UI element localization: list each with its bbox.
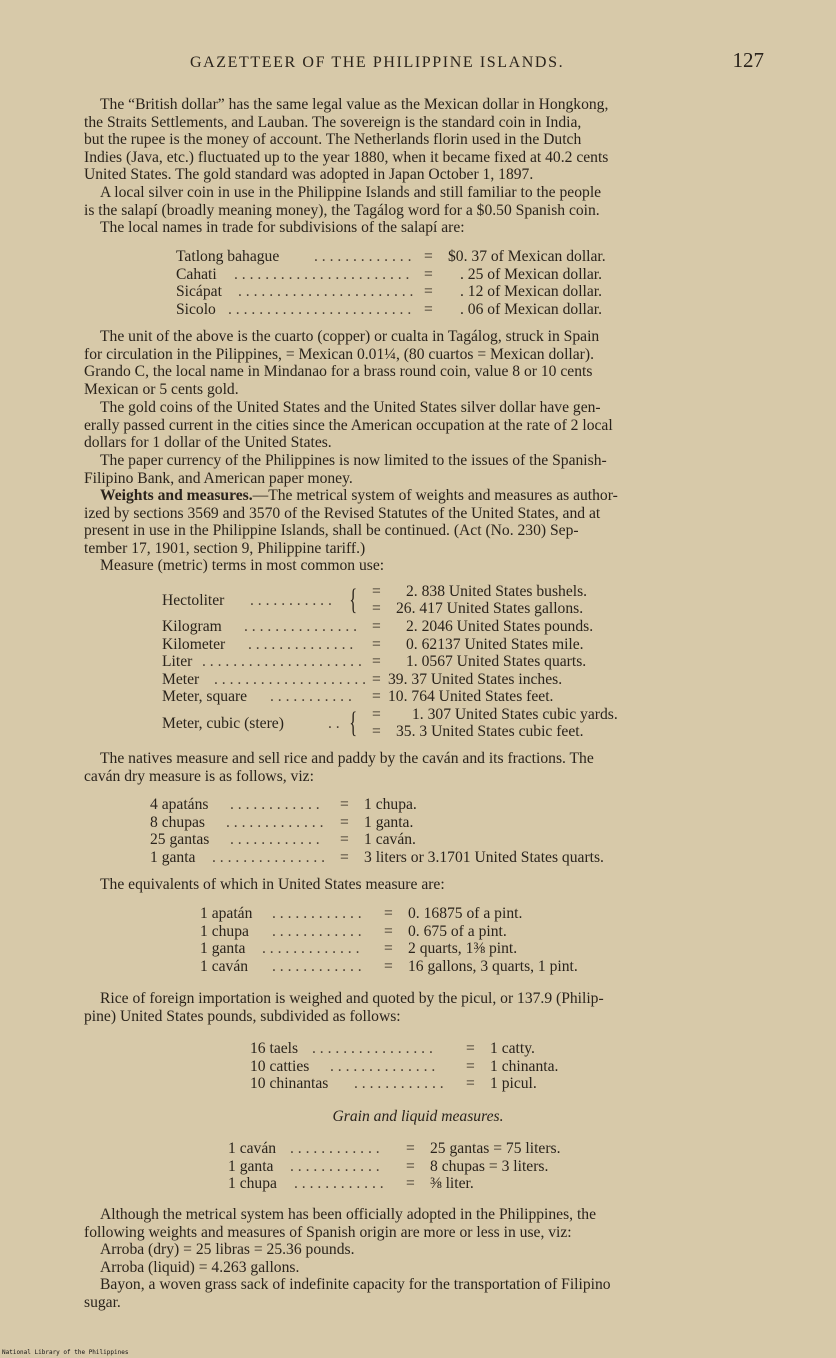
leader-dots: . . . . . . . . . . . . <box>272 922 362 940</box>
unit-name: Kilogram <box>162 618 222 635</box>
grain-liquid-table <box>228 1140 648 1193</box>
measure-value: 1 chupa. <box>364 796 417 813</box>
unit-value: 1. 307 United States cubic yards. <box>412 705 618 723</box>
paragraph-british-dollar <box>84 96 764 184</box>
leader-dots: . . . . . . . . . . . . . <box>314 248 412 265</box>
leader-dots: . . . . . . . . . . . . . . . . . . . . <box>214 670 367 688</box>
text-line: The paper currency of the Philippines is now limited to the issues of the Spanish- <box>100 452 607 469</box>
table-row <box>162 618 682 636</box>
paragraph-picul <box>84 990 764 1025</box>
measure-value: 1 ganta. <box>364 813 414 831</box>
leader-dots: . . . . . . . . . . . . . . . . . . . . . . . . <box>228 300 412 318</box>
table-row <box>162 653 682 671</box>
unit-value: 0. 62137 United States mile. <box>406 635 584 653</box>
leader-dots: . . . . . . . . . . . <box>250 592 332 609</box>
leader-dots: . . . . . . . . . . . . . . . <box>212 848 326 866</box>
text-line: A local silver coin in use in the Philippine Islands and still familiar to the people <box>100 184 602 201</box>
measure-value: 0. 675 of a pint. <box>408 922 507 940</box>
text-line: pine) United States pounds, subdivided as follows: <box>84 1007 401 1025</box>
table-row <box>200 905 660 923</box>
table-row <box>162 688 682 706</box>
leader-dots: . . . . . . . . . . . <box>270 688 352 706</box>
section-heading: Weights and measures. <box>100 487 253 504</box>
paragraph-paper-currency <box>84 452 764 487</box>
salapi-table <box>176 248 676 318</box>
leader-dots: . . . . . . . . . . . . <box>272 905 362 922</box>
text-line: Arroba (liquid) = 4.263 gallons. <box>100 1258 300 1276</box>
text-line: Mexican or 5 cents gold. <box>84 380 239 398</box>
library-credit: National Library of the Philippines <box>2 1349 129 1356</box>
leader-dots: . . . . . . . . . . . . <box>290 1140 380 1157</box>
equals-sign: = <box>372 722 381 740</box>
measure-name: 1 caván <box>228 1140 277 1157</box>
section-caption: Grain and liquid measures. <box>332 1108 504 1125</box>
leader-dots: . . . . . . . . . . . . . . . <box>244 618 358 635</box>
text-line: the Straits Settlements, and Lauban. The sovereign is the standard coin in India, <box>84 113 582 131</box>
text-line: Although the metrical system has been officially adopted in the Philippines, the <box>100 1206 597 1223</box>
equals-sign: = <box>372 635 381 653</box>
unit-value: 35. 3 United States cubic feet. <box>396 722 584 740</box>
table-row <box>250 1058 610 1076</box>
measure-name: 1 chupa <box>200 922 249 940</box>
table-row <box>250 1040 610 1058</box>
table-row <box>150 831 690 849</box>
measure-name: 1 apatán <box>200 905 253 922</box>
equals-sign: = <box>340 848 349 866</box>
text-line: Grando C, the local name in Mindanao for a brass round coin, value 8 or 10 cents <box>84 363 593 381</box>
equals-sign: = <box>340 796 349 813</box>
measure-value: 25 gantas = 75 liters. <box>430 1140 561 1157</box>
paragraph-spanish-measures <box>84 1206 764 1312</box>
text-line: The “British dollar” has the same legal value as the Mexican dollar in Hongkong, <box>100 96 609 113</box>
table-row <box>162 671 682 689</box>
table-row <box>176 248 676 266</box>
text-line: caván dry measure is as follows, viz: <box>84 767 314 785</box>
unit-name: Meter, square <box>162 688 248 706</box>
leader-dots: . . . . . . . . . . . . . . . . . . . . . . . <box>234 265 410 283</box>
table-row <box>150 849 690 867</box>
equals-sign: = <box>372 705 381 723</box>
measure-value: 1 chinanta. <box>490 1057 559 1075</box>
measure-value: 3 liters or 3.1701 United States quarts. <box>364 848 604 866</box>
measure-value: 2 quarts, 1⅜ pint. <box>408 940 518 958</box>
text-line: Bayon, a woven grass sack of indefinite capacity for the transportation of Filipino <box>100 1276 611 1294</box>
coin-value: . 12 of Mexican dollar. <box>460 283 603 301</box>
equals-sign: = <box>372 653 381 671</box>
text-line: dollars for 1 dollar of the United States. <box>84 434 332 452</box>
measure-name: 10 catties <box>250 1057 310 1075</box>
running-title: GAZETTEER OF THE PHILIPPINE ISLANDS. <box>190 54 565 71</box>
table-row <box>228 1140 648 1158</box>
table-row <box>228 1158 648 1176</box>
unit-value: 2. 838 United States bushels. <box>406 583 588 600</box>
table-row <box>176 301 676 319</box>
leader-dots: . . . . . . . . . . . . <box>272 957 362 975</box>
equals-sign: = <box>406 1140 415 1157</box>
picul-table <box>250 1040 610 1093</box>
brace-icon: { <box>349 705 358 739</box>
text-line: Rice of foreign importation is weighed and quoted by the picul, or 137.9 (Philip- <box>100 990 604 1007</box>
unit-value: 1. 0567 United States quarts. <box>406 653 587 671</box>
table-row-hectoliter <box>162 583 682 618</box>
measure-name: 4 apatáns <box>150 796 209 813</box>
equals-sign: = <box>384 940 393 958</box>
measure-name: 1 chupa <box>228 1175 277 1193</box>
coin-value: . 25 of Mexican dollar. <box>460 265 603 283</box>
text-line: but the rupee is the money of account. The Netherlands florin used in the Dutch <box>84 131 582 149</box>
coin-value: . 06 of Mexican dollar. <box>460 300 603 318</box>
leader-dots: . . . . . . . . . . . . <box>290 1157 380 1175</box>
text-line: following weights and measures of Spanish origin are more or less in use, viz: <box>84 1223 572 1241</box>
leader-dots: . . . . . . . . . . . . . <box>262 940 360 958</box>
measure-value: 1 caván. <box>364 831 416 849</box>
paragraph-gold-coins <box>84 399 764 452</box>
measure-value: 1 catty. <box>490 1040 535 1057</box>
paragraph-equivalents <box>84 876 764 894</box>
text-line: The local names in trade for subdivisions of the salapí are: <box>100 219 465 237</box>
coin-name: Sicolo <box>176 300 216 318</box>
table-row <box>150 814 690 832</box>
text-line: erally passed current in the cities since the American occupation at the rate of 2 local <box>84 416 613 434</box>
measure-value: ⅜ liter. <box>430 1175 474 1193</box>
unit-value: 26. 417 United States gallons. <box>396 600 584 617</box>
measure-value: 8 chupas = 3 liters. <box>430 1157 549 1175</box>
text-line: The unit of the above is the cuarto (copper) or cualta in Tagálog, struck in Spain <box>100 328 600 345</box>
coin-name: Sicápat <box>176 283 222 301</box>
table-row <box>228 1175 648 1193</box>
text-line: United States. The gold standard was adopted in Japan October 1, 1897. <box>84 166 534 184</box>
paragraph-cavan <box>84 750 764 785</box>
text-line: is the salapí (broadly meaning money), the Tagálog word for a $0.50 Spanish coin. <box>84 201 600 219</box>
equals-sign: = <box>384 957 393 975</box>
paragraph-weights-measures <box>84 487 764 575</box>
page-header <box>84 48 764 76</box>
text-line: present in use in the Philippine Islands, shall be continued. (Act (No. 230) Sep- <box>84 522 579 540</box>
equivalents-table <box>200 905 660 975</box>
table-row <box>150 796 690 814</box>
text-line: Arroba (dry) = 25 libras = 25.36 pounds. <box>100 1241 355 1259</box>
equals-sign: = <box>406 1157 415 1175</box>
text-line: Filipino Bank, and American paper money. <box>84 469 353 487</box>
equals-sign: = <box>424 300 433 318</box>
text-line: The natives measure and sell rice and paddy by the caván and its fractions. The <box>100 750 594 767</box>
unit-name: Kilometer <box>162 635 226 653</box>
unit-value: 10. 764 United States feet. <box>388 688 554 706</box>
measure-value: 1 picul. <box>490 1075 537 1093</box>
measure-name: 1 ganta <box>200 940 246 958</box>
leader-dots: . . . . . . . . . . . . <box>354 1075 444 1093</box>
table-row <box>200 923 660 941</box>
table-row-cubic <box>162 706 682 741</box>
equals-sign: = <box>424 248 433 265</box>
leader-dots: . . . . . . . . . . . . <box>294 1175 384 1193</box>
unit-value: 39. 37 United States inches. <box>388 670 563 688</box>
leader-dots: . . . . . . . . . . . . . <box>226 813 324 831</box>
equals-sign: = <box>372 670 381 688</box>
measure-name: 1 ganta <box>150 848 196 866</box>
leader-dots: . . <box>328 714 340 732</box>
measure-name: 1 ganta <box>228 1157 274 1175</box>
page-number: 127 <box>732 48 764 72</box>
coin-value: $0. 37 of Mexican dollar. <box>448 248 606 265</box>
unit-name: Meter, cubic (stere) <box>162 714 284 732</box>
equals-sign: = <box>466 1057 475 1075</box>
unit-name: Hectoliter <box>162 592 225 609</box>
text-line: ized by sections 3569 and 3570 of the Revised Statutes of the United States, and at <box>84 504 601 522</box>
text-fragment: —The metrical system of weights and measures as author- <box>252 487 618 504</box>
leader-dots: . . . . . . . . . . . . . . <box>248 635 354 653</box>
table-row <box>200 958 660 976</box>
leader-dots: . . . . . . . . . . . . . . . . <box>312 1040 433 1057</box>
equals-sign: = <box>384 922 393 940</box>
coin-name: Cahati <box>176 265 217 283</box>
equals-sign: = <box>340 831 349 849</box>
unit-name: Meter <box>162 670 200 688</box>
table-row <box>162 636 682 654</box>
measure-name: 25 gantas <box>150 831 210 849</box>
paragraph-cuarto <box>84 328 764 398</box>
equals-sign: = <box>372 688 381 706</box>
leader-dots: . . . . . . . . . . . . . . <box>330 1057 436 1075</box>
text-line: Measure (metric) terms in most common use: <box>100 557 385 575</box>
leader-dots: . . . . . . . . . . . . <box>230 831 320 849</box>
text-line: for circulation in the Pilippines, = Mexican 0.01¼, (80 cuartos = Mexican dollar). <box>84 345 594 363</box>
unit-value: 2. 2046 United States pounds. <box>406 618 594 635</box>
text-line: The gold coins of the United States and the United States silver dollar have gen- <box>100 399 601 416</box>
metric-table <box>162 583 682 741</box>
coin-name: Tatlong bahague <box>176 248 280 265</box>
equals-sign: = <box>372 600 381 617</box>
measure-name: 8 chupas <box>150 813 205 831</box>
brace-icon: { <box>349 583 358 616</box>
text-line: The equivalents of which in United States measure are: <box>100 876 445 893</box>
text-line: Indies (Java, etc.) fluctuated up to the year 1880, when it became fixed at 40.2 cents <box>84 148 609 166</box>
table-row <box>250 1075 610 1093</box>
equals-sign: = <box>384 905 393 922</box>
table-row <box>200 940 660 958</box>
measure-name: 1 caván <box>200 957 249 975</box>
leader-dots: . . . . . . . . . . . . . . . . . . . . . <box>202 653 362 671</box>
measure-value: 16 gallons, 3 quarts, 1 pint. <box>408 957 578 975</box>
text-line: sugar. <box>84 1293 121 1311</box>
text-line: tember 17, 1901, section 9, Philippine tariff.) <box>84 539 366 557</box>
equals-sign: = <box>372 583 381 600</box>
measure-name: 10 chinantas <box>250 1075 329 1093</box>
equals-sign: = <box>466 1040 475 1057</box>
equals-sign: = <box>340 813 349 831</box>
table-row <box>176 266 676 284</box>
measure-value: 0. 16875 of a pint. <box>408 905 523 922</box>
cavan-table <box>150 796 690 866</box>
leader-dots: . . . . . . . . . . . . . . . . . . . . . . . <box>238 283 414 301</box>
measure-name: 16 taels <box>250 1040 299 1057</box>
unit-name: Liter <box>162 653 193 671</box>
equals-sign: = <box>424 265 433 283</box>
equals-sign: = <box>406 1175 415 1193</box>
paragraph-salapi <box>84 184 764 237</box>
text-line <box>84 487 764 505</box>
equals-sign: = <box>372 618 381 635</box>
equals-sign: = <box>466 1075 475 1093</box>
equals-sign: = <box>424 283 433 301</box>
leader-dots: . . . . . . . . . . . . <box>230 796 320 813</box>
table-row <box>176 283 676 301</box>
